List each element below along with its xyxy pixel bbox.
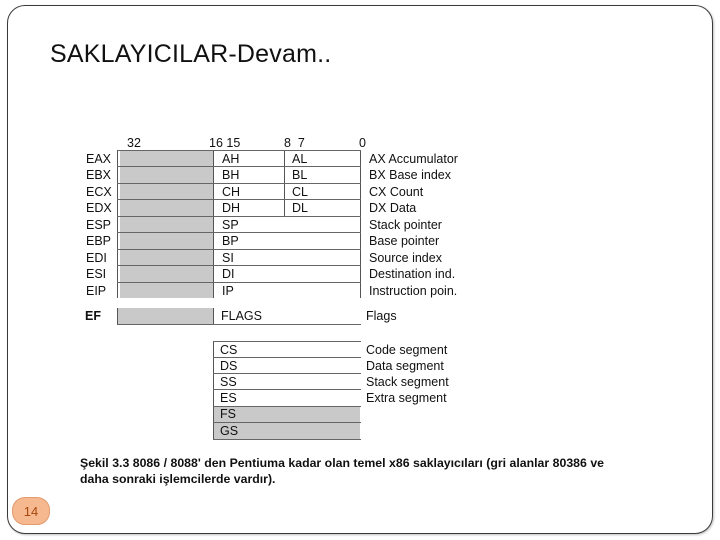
register-32-name: EDX xyxy=(86,201,112,215)
bit-label-32: 32 xyxy=(127,136,141,150)
bit-label-16-15: 16 15 xyxy=(209,136,241,150)
slide-title: SAKLAYICILAR-Devam.. xyxy=(50,40,332,68)
register-description: Destination ind. xyxy=(369,267,456,281)
segment-register-name: DS xyxy=(220,359,238,373)
grid-line xyxy=(117,265,361,266)
register-description: AX Accumulator xyxy=(369,152,458,166)
flags-extended-shade xyxy=(118,308,213,324)
flags-register-name: EF xyxy=(85,309,101,323)
grid-line xyxy=(117,282,361,283)
segment-description: Extra segment xyxy=(366,391,447,405)
register-description: Source index xyxy=(369,251,442,265)
grid-line xyxy=(360,150,361,298)
register-16-name: CH xyxy=(222,185,241,199)
register-16-name: AH xyxy=(222,152,240,166)
grid-line xyxy=(117,324,361,325)
segment-register-name: GS xyxy=(220,424,239,438)
page-number-badge: 14 xyxy=(12,497,50,525)
segment-register-name: SS xyxy=(220,375,237,389)
register-32-name: ECX xyxy=(86,185,112,199)
segment-description: Stack segment xyxy=(366,375,449,389)
grid-line xyxy=(117,216,361,217)
register-description: Stack pointer xyxy=(369,218,442,232)
grid-line xyxy=(117,308,118,325)
register-8-name: CL xyxy=(292,185,308,199)
register-16-name: IP xyxy=(222,284,234,298)
register-description: Base pointer xyxy=(369,234,440,248)
segment-description: Code segment xyxy=(366,343,448,357)
segment-register-name: FS xyxy=(220,407,236,421)
register-description: BX Base index xyxy=(369,168,451,182)
figure-caption: Şekil 3.3 8086 / 8088' den Pentiuma kadar olan temel x86 saklayıcıları (gri alanlar 80386 ve daha sonraki işlemcilerde vardır). xyxy=(80,456,604,486)
segment-description: Data segment xyxy=(366,359,444,373)
register-description: Instruction poin. xyxy=(369,284,458,298)
register-32-name: EAX xyxy=(86,152,112,166)
flags-description: Flags xyxy=(366,309,397,323)
bit-label-0: 0 xyxy=(359,136,366,150)
register-16-name: SP xyxy=(222,218,239,232)
grid-line xyxy=(213,150,214,298)
grid-line xyxy=(117,150,118,298)
register-8-name: AL xyxy=(292,152,308,166)
flags-field-label: FLAGS xyxy=(221,309,262,323)
grid-line xyxy=(117,249,361,250)
grid-line xyxy=(213,341,214,439)
register-32-name: ESI xyxy=(86,267,107,281)
bit-label-8-7: 8 7 xyxy=(284,136,305,150)
register-16-name: SI xyxy=(222,251,234,265)
register-8-name: DL xyxy=(292,201,308,215)
segment-register-name: CS xyxy=(220,343,238,357)
register-16-name: BP xyxy=(222,234,239,248)
register-8-name: BL xyxy=(292,168,308,182)
grid-line xyxy=(117,232,361,233)
grid-line xyxy=(213,308,214,325)
register-32-name: EDI xyxy=(86,251,107,265)
register-32-name: EIP xyxy=(86,284,107,298)
register-description: CX Count xyxy=(369,185,424,199)
grid-line xyxy=(213,439,361,440)
register-description: DX Data xyxy=(369,201,417,215)
register-16-name: DI xyxy=(222,267,235,281)
register-32-name: ESP xyxy=(86,218,112,232)
register-16-name: DH xyxy=(222,201,241,215)
extended-register-shade xyxy=(120,150,213,298)
register-32-name: EBP xyxy=(86,234,112,248)
register-32-name: EBX xyxy=(86,168,112,182)
register-16-name: BH xyxy=(222,168,240,182)
segment-register-name: ES xyxy=(220,391,237,405)
